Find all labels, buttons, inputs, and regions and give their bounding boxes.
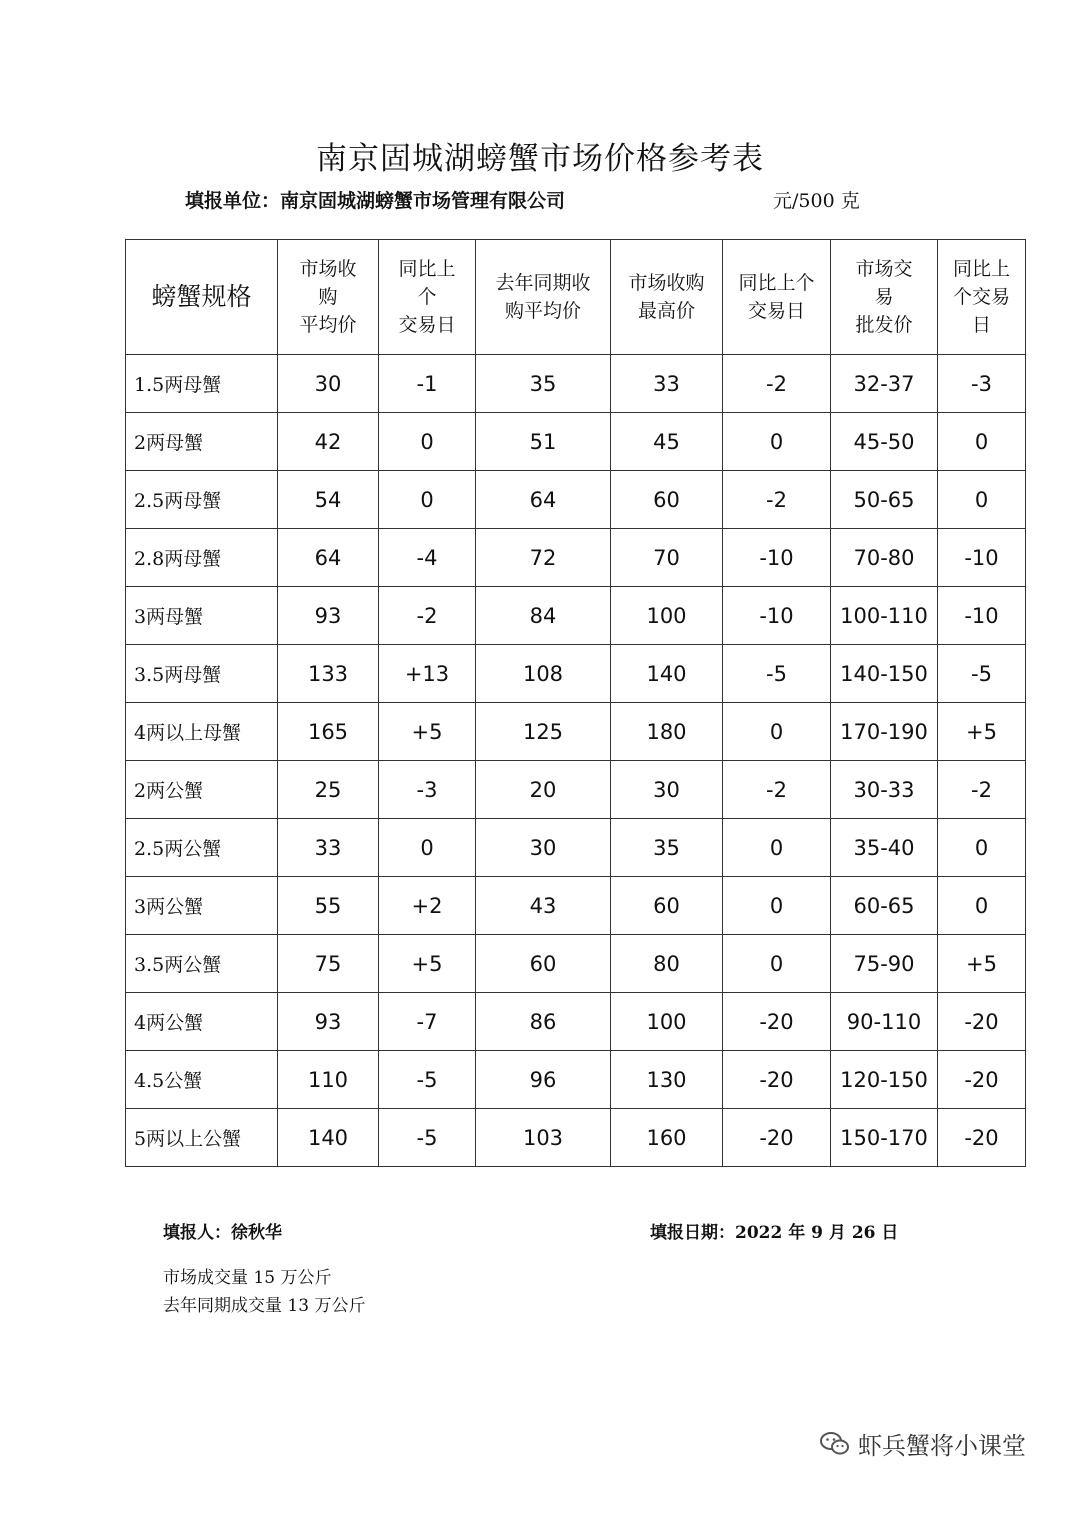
table-cell: 140-150 bbox=[831, 645, 938, 703]
column-header: 同比上 个 交易日 bbox=[379, 240, 476, 355]
table-cell: 30-33 bbox=[831, 761, 938, 819]
table-cell: 80 bbox=[611, 935, 723, 993]
table-header-row bbox=[126, 240, 1026, 355]
table-cell: 160 bbox=[611, 1109, 723, 1167]
table-body bbox=[126, 355, 1026, 1167]
spec-cell: 3两母蟹 bbox=[126, 587, 278, 645]
column-header: 去年同期收 购平均价 bbox=[476, 240, 611, 355]
spec-cell: 4两以上母蟹 bbox=[126, 703, 278, 761]
table-cell: 60 bbox=[611, 471, 723, 529]
table-cell: -20 bbox=[723, 1109, 831, 1167]
table-row bbox=[126, 819, 1026, 877]
table-cell: 93 bbox=[278, 587, 379, 645]
price-table bbox=[125, 239, 1026, 1167]
table-cell: -20 bbox=[723, 1051, 831, 1109]
table-cell: 50-65 bbox=[831, 471, 938, 529]
table-cell: -2 bbox=[723, 761, 831, 819]
table-cell: 100 bbox=[611, 993, 723, 1051]
table-cell: 64 bbox=[476, 471, 611, 529]
table-cell: 75-90 bbox=[831, 935, 938, 993]
table-cell: 0 bbox=[723, 877, 831, 935]
table-cell: -2 bbox=[723, 355, 831, 413]
table-cell: 60 bbox=[611, 877, 723, 935]
last-year-volume: 去年同期成交量 13 万公斤 bbox=[163, 1296, 366, 1316]
table-row bbox=[126, 413, 1026, 471]
table-cell: 30 bbox=[611, 761, 723, 819]
table-cell: -1 bbox=[379, 355, 476, 413]
table-cell: 0 bbox=[379, 413, 476, 471]
table-row bbox=[126, 993, 1026, 1051]
table-cell: 0 bbox=[723, 413, 831, 471]
table-row bbox=[126, 529, 1026, 587]
table-cell: 96 bbox=[476, 1051, 611, 1109]
table-cell: -4 bbox=[379, 529, 476, 587]
table-cell: 35-40 bbox=[831, 819, 938, 877]
table-cell: 108 bbox=[476, 645, 611, 703]
spec-cell: 2.8两母蟹 bbox=[126, 529, 278, 587]
table-cell: 30 bbox=[476, 819, 611, 877]
table-cell: 86 bbox=[476, 993, 611, 1051]
table-cell: 70-80 bbox=[831, 529, 938, 587]
table-cell: +5 bbox=[379, 703, 476, 761]
table-cell: 103 bbox=[476, 1109, 611, 1167]
table-cell: +13 bbox=[379, 645, 476, 703]
table-row bbox=[126, 703, 1026, 761]
table-cell: 33 bbox=[611, 355, 723, 413]
column-header: 同比上 个交易 日 bbox=[938, 240, 1026, 355]
column-header: 市场收购 最高价 bbox=[611, 240, 723, 355]
spec-cell: 5两以上公蟹 bbox=[126, 1109, 278, 1167]
table-cell: -3 bbox=[379, 761, 476, 819]
table-cell: 0 bbox=[938, 413, 1026, 471]
table-cell: 43 bbox=[476, 877, 611, 935]
table-cell: +5 bbox=[938, 703, 1026, 761]
table-cell: -5 bbox=[379, 1109, 476, 1167]
wechat-icon bbox=[820, 1431, 850, 1457]
report-date: 填报日期：2022 年 9 月 26 日 bbox=[650, 1223, 899, 1243]
price-unit: 元/500 克 bbox=[773, 190, 860, 212]
table-cell: -2 bbox=[723, 471, 831, 529]
table-cell: -10 bbox=[938, 529, 1026, 587]
table-cell: 25 bbox=[278, 761, 379, 819]
table-cell: 75 bbox=[278, 935, 379, 993]
table-cell: -2 bbox=[938, 761, 1026, 819]
table-cell: 0 bbox=[723, 819, 831, 877]
table-cell: -20 bbox=[938, 993, 1026, 1051]
table-cell: 0 bbox=[723, 703, 831, 761]
table-row bbox=[126, 877, 1026, 935]
spec-cell: 3.5两公蟹 bbox=[126, 935, 278, 993]
table-cell: 140 bbox=[611, 645, 723, 703]
table-row bbox=[126, 471, 1026, 529]
watermark-text: 虾兵蟹将小课堂 bbox=[858, 1432, 1026, 1460]
table-cell: 45-50 bbox=[831, 413, 938, 471]
market-volume: 市场成交量 15 万公斤 bbox=[163, 1268, 332, 1288]
table-cell: 125 bbox=[476, 703, 611, 761]
table-row bbox=[126, 645, 1026, 703]
table-cell: 93 bbox=[278, 993, 379, 1051]
table-cell: 33 bbox=[278, 819, 379, 877]
table-cell: 180 bbox=[611, 703, 723, 761]
table-cell: -3 bbox=[938, 355, 1026, 413]
table-cell: -5 bbox=[379, 1051, 476, 1109]
table-row bbox=[126, 355, 1026, 413]
table-cell: -7 bbox=[379, 993, 476, 1051]
table-cell: 0 bbox=[938, 819, 1026, 877]
table-cell: 0 bbox=[938, 471, 1026, 529]
table-cell: 0 bbox=[723, 935, 831, 993]
watermark bbox=[820, 1426, 1026, 1461]
table-cell: 100-110 bbox=[831, 587, 938, 645]
table-cell: 60-65 bbox=[831, 877, 938, 935]
spec-cell: 3两公蟹 bbox=[126, 877, 278, 935]
table-cell: -20 bbox=[723, 993, 831, 1051]
table-cell: 140 bbox=[278, 1109, 379, 1167]
table-cell: 150-170 bbox=[831, 1109, 938, 1167]
table-cell: 90-110 bbox=[831, 993, 938, 1051]
table-cell: -10 bbox=[723, 529, 831, 587]
table-row bbox=[126, 935, 1026, 993]
table-cell: 64 bbox=[278, 529, 379, 587]
table-cell: 54 bbox=[278, 471, 379, 529]
column-header: 市场收 购 平均价 bbox=[278, 240, 379, 355]
table-cell: 55 bbox=[278, 877, 379, 935]
table-cell: -20 bbox=[938, 1109, 1026, 1167]
table-cell: 35 bbox=[611, 819, 723, 877]
table-cell: -10 bbox=[938, 587, 1026, 645]
reporting-unit: 填报单位：南京固城湖螃蟹市场管理有限公司 bbox=[185, 190, 566, 212]
table-cell: 110 bbox=[278, 1051, 379, 1109]
table-row bbox=[126, 1051, 1026, 1109]
table-cell: 120-150 bbox=[831, 1051, 938, 1109]
table-cell: 70 bbox=[611, 529, 723, 587]
table-cell: +5 bbox=[938, 935, 1026, 993]
table-cell: 42 bbox=[278, 413, 379, 471]
table-cell: 72 bbox=[476, 529, 611, 587]
table-cell: -20 bbox=[938, 1051, 1026, 1109]
table-cell: 84 bbox=[476, 587, 611, 645]
table-row bbox=[126, 587, 1026, 645]
table-cell: 45 bbox=[611, 413, 723, 471]
column-header: 螃蟹规格 bbox=[126, 240, 278, 355]
table-cell: 35 bbox=[476, 355, 611, 413]
table-cell: +5 bbox=[379, 935, 476, 993]
column-header: 市场交 易 批发价 bbox=[831, 240, 938, 355]
table-cell: 30 bbox=[278, 355, 379, 413]
spec-cell: 1.5两母蟹 bbox=[126, 355, 278, 413]
spec-cell: 2.5两公蟹 bbox=[126, 819, 278, 877]
table-cell: 130 bbox=[611, 1051, 723, 1109]
table-row bbox=[126, 1109, 1026, 1167]
table-cell: -5 bbox=[938, 645, 1026, 703]
spec-cell: 2两母蟹 bbox=[126, 413, 278, 471]
spec-cell: 3.5两母蟹 bbox=[126, 645, 278, 703]
table-cell: -5 bbox=[723, 645, 831, 703]
spec-cell: 4两公蟹 bbox=[126, 993, 278, 1051]
reporter: 填报人：徐秋华 bbox=[163, 1223, 282, 1243]
table-cell: 32-37 bbox=[831, 355, 938, 413]
table-cell: 51 bbox=[476, 413, 611, 471]
table-cell: 170-190 bbox=[831, 703, 938, 761]
table-cell: 0 bbox=[938, 877, 1026, 935]
spec-cell: 4.5公蟹 bbox=[126, 1051, 278, 1109]
table-cell: 165 bbox=[278, 703, 379, 761]
table-cell: 60 bbox=[476, 935, 611, 993]
table-cell: -2 bbox=[379, 587, 476, 645]
table-cell: 0 bbox=[379, 471, 476, 529]
table-cell: -10 bbox=[723, 587, 831, 645]
table-cell: 0 bbox=[379, 819, 476, 877]
spec-cell: 2两公蟹 bbox=[126, 761, 278, 819]
spec-cell: 2.5两母蟹 bbox=[126, 471, 278, 529]
table-cell: 100 bbox=[611, 587, 723, 645]
table-cell: 133 bbox=[278, 645, 379, 703]
page-title: 南京固城湖螃蟹市场价格参考表 bbox=[316, 141, 764, 177]
column-header: 同比上个 交易日 bbox=[723, 240, 831, 355]
table-cell: 20 bbox=[476, 761, 611, 819]
table-row bbox=[126, 761, 1026, 819]
table-cell: +2 bbox=[379, 877, 476, 935]
